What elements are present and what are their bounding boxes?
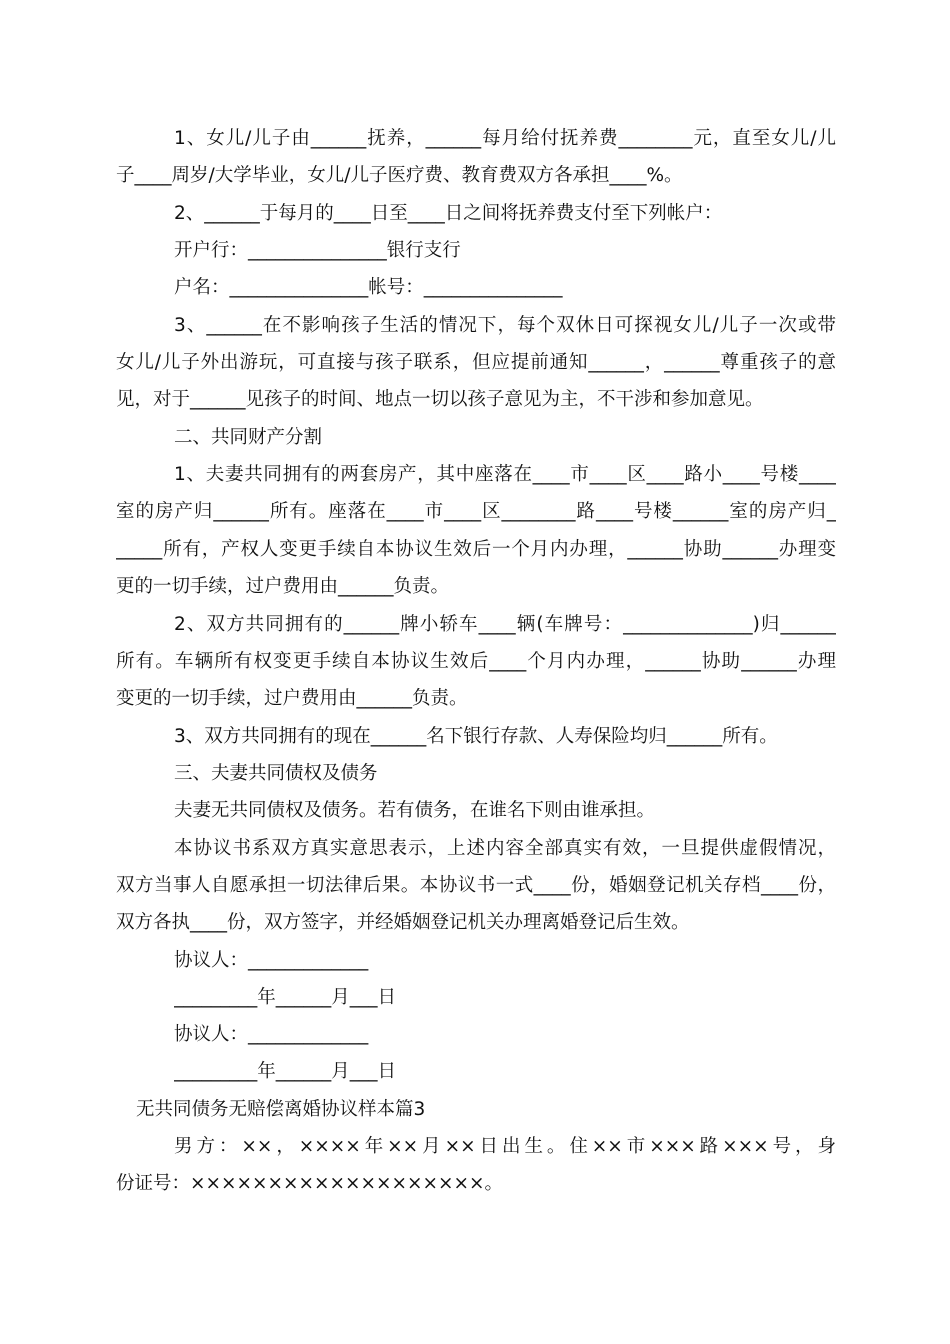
- text-line-p3-l3: 见，对于______见孩子的时间、地点一切以孩子意见为主，不干涉和参加意见。: [116, 389, 764, 410]
- text-line-bank: 开户行：_______________银行支行: [174, 240, 461, 261]
- text-line-p8-l1: 本协议书系双方真实意思表示，上述内容全部真实有效，一旦提供虚假情况，: [174, 838, 836, 859]
- text-line-p3-l2: 女儿/儿子外出游玩，可直接与孩子联系，但应提前通知______，______尊重孩子的意: [116, 352, 836, 373]
- text-line-p4-l2: 室的房产归______所有。座落在____市____区________路____号楼______室的房产归_: [116, 501, 836, 522]
- text-line-p5-l3: 变更的一切手续，过户费用由______负责。: [116, 688, 468, 709]
- text-line-h2: 二、共同财产分割: [174, 427, 323, 448]
- text-line-p4-l1: 1、夫妻共同拥有的两套房产，其中座落在____市____区____路小____号楼____: [174, 464, 836, 485]
- text-line-p7-l1: 夫妻无共同债权及债务。若有债务，在谁名下则由谁承担。: [174, 800, 656, 821]
- text-line-section-title: 无共同债务无赔偿离婚协议样本篇3: [136, 1099, 426, 1120]
- text-line-p4-l3: _____所有，产权人变更手续自本协议生效后一个月内办理，______协助______办理变: [116, 539, 836, 560]
- text-line-p3-l1: 3、______在不影响孩子生活的情况下，每个双休日可探视女儿/儿子一次或带: [174, 315, 836, 336]
- text-line-p9-l2: 份证号：×××××××××××××××××××。: [116, 1173, 504, 1194]
- text-line-p2-l1: 2、______于每月的____日至____日之间将抚养费支付至下列帐户：: [174, 203, 723, 224]
- text-line-date1: _________年______月___日: [174, 987, 397, 1008]
- text-line-sig1: 协议人：_____________: [174, 950, 369, 971]
- text-line-p6-l1: 3、双方共同拥有的现在______名下银行存款、人寿保险均归______所有。: [174, 726, 778, 747]
- text-line-p1-l2: 子____周岁/大学毕业，女儿/儿子医疗费、教育费双方各承担____%。: [116, 165, 683, 186]
- text-line-p5-l1: 2、双方共同拥有的______牌小轿车____辆(车牌号：______________)归______: [174, 614, 836, 635]
- text-line-sig2: 协议人：_____________: [174, 1024, 369, 1045]
- text-line-p5-l2: 所有。车辆所有权变更手续自本协议生效后____个月内办理，______协助______办理: [116, 651, 836, 672]
- text-line-p8-l2: 双方当事人自愿承担一切法律后果。本协议书一式____份，婚姻登记机关存档____份，: [116, 875, 836, 896]
- text-line-p8-l3: 双方各执____份，双方签字，并经婚姻登记机关办理离婚登记后生效。: [116, 912, 690, 933]
- text-line-date2: _________年______月___日: [174, 1061, 397, 1082]
- text-line-p9-l1: 男方：××，××××年××月××日出生。住××市×××路×××号，身: [174, 1136, 836, 1157]
- text-line-account: 户名：_______________帐号：_______________: [174, 277, 563, 298]
- text-line-p1-l1: 1、女儿/儿子由______抚养，______每月给付抚养费________元，直至女儿/儿: [174, 128, 836, 149]
- text-line-h3: 三、夫妻共同债权及债务: [174, 763, 378, 784]
- text-line-p4-l4: 更的一切手续，过户费用由______负责。: [116, 576, 450, 597]
